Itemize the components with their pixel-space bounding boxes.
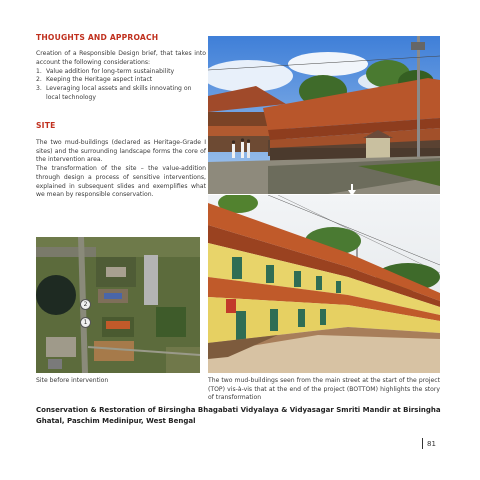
- list-number: 3.: [36, 84, 42, 92]
- photo-after: [208, 195, 440, 373]
- page-number-divider: [422, 438, 423, 449]
- list-number: 1.: [36, 67, 42, 75]
- satellite-image: [36, 237, 200, 373]
- heading-thoughts: THOUGHTS AND APPROACH: [36, 33, 159, 42]
- heading-site: SITE: [36, 121, 56, 130]
- caption-photos: The two mud-buildings seen from the main street at the start of the project (TOP) vis-à-vis that at the end of the project (BOTTOM) highlights the story of transformation: [208, 377, 440, 401]
- photo-before-image: [208, 36, 440, 194]
- photo-after-image: [208, 195, 440, 373]
- site-paragraph-2: The transformation of the site – the value-addition through design a process of sensitive interventions, explained in subsequent slides and exemplifies what we mean by responsible conservation.: [36, 165, 206, 199]
- site-marker-1: 1: [80, 317, 91, 328]
- list-text: Keeping the Heritage aspect intact: [46, 76, 153, 84]
- intro-paragraph: Creation of a Responsible Design brief, that takes into account the following considerations:: [36, 50, 206, 66]
- list-item: [36, 76, 206, 85]
- page-number: 81: [427, 440, 436, 448]
- list-item: [36, 68, 206, 77]
- site-marker-2: 2: [80, 299, 91, 310]
- project-title: Conservation & Restoration of Birsingha Bhagabati Vidyalaya & Vidyasagar Smriti Mandir at Birsingha Ghatal, Paschim Medinipur, West Bengal: [36, 406, 441, 425]
- list-number: 2.: [36, 76, 42, 84]
- photo-before: [208, 36, 440, 194]
- list-text: Value addition for long-term sustainability: [46, 67, 175, 75]
- caption-satellite: Site before intervention: [36, 377, 109, 384]
- list-item: [36, 85, 206, 102]
- site-paragraph-1: The two mud-buildings (declared as Heritage-Grade I sites) and the surrounding landscape forms the core of the intervention area.: [36, 139, 206, 164]
- site-satellite-map: [36, 237, 200, 373]
- considerations-list: [36, 68, 206, 103]
- list-text: Leveraging local assets and skills innovating on local technology: [46, 84, 192, 101]
- site-description: [36, 139, 206, 200]
